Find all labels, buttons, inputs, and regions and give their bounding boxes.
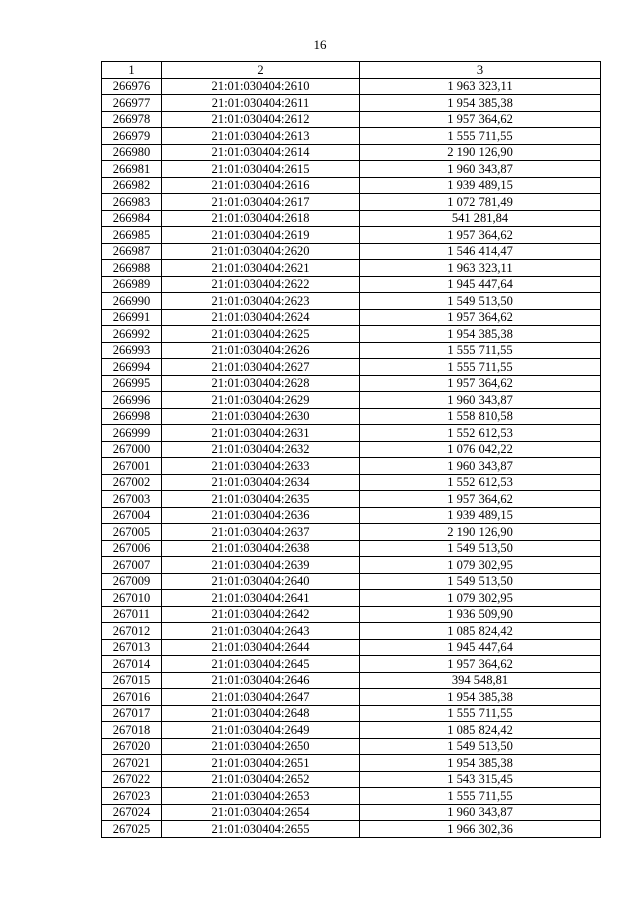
table-row — [102, 441, 601, 458]
cadastral-number-cell: 21:01:030404:2651 — [162, 755, 360, 772]
row-number-cell: 267023 — [102, 788, 162, 805]
table-body — [102, 78, 601, 837]
cadastral-number-cell: 21:01:030404:2638 — [162, 540, 360, 557]
cadastral-number-cell: 21:01:030404:2623 — [162, 293, 360, 310]
cadastral-number-cell: 21:01:030404:2644 — [162, 639, 360, 656]
table-row — [102, 689, 601, 706]
row-number-cell: 266979 — [102, 128, 162, 145]
value-cell: 1 957 364,62 — [360, 111, 601, 128]
cadastral-number-cell: 21:01:030404:2642 — [162, 606, 360, 623]
row-number-cell: 267016 — [102, 689, 162, 706]
row-number-cell: 267010 — [102, 590, 162, 607]
row-number-cell: 267005 — [102, 524, 162, 541]
table-row — [102, 755, 601, 772]
cadastral-number-cell: 21:01:030404:2645 — [162, 656, 360, 673]
cadastral-number-cell: 21:01:030404:2639 — [162, 557, 360, 574]
row-number-cell: 267024 — [102, 804, 162, 821]
value-cell: 1 549 513,50 — [360, 573, 601, 590]
row-number-cell: 267006 — [102, 540, 162, 557]
table-row — [102, 78, 601, 95]
row-number-cell: 266994 — [102, 359, 162, 376]
table-row — [102, 375, 601, 392]
table-row — [102, 623, 601, 640]
value-cell: 1 558 810,58 — [360, 408, 601, 425]
cadastral-number-cell: 21:01:030404:2652 — [162, 771, 360, 788]
cadastral-number-cell: 21:01:030404:2617 — [162, 194, 360, 211]
row-number-cell: 266983 — [102, 194, 162, 211]
row-number-cell: 267017 — [102, 705, 162, 722]
table-row — [102, 804, 601, 821]
value-cell: 1 936 509,90 — [360, 606, 601, 623]
table-row — [102, 276, 601, 293]
table-row — [102, 260, 601, 277]
table-row — [102, 540, 601, 557]
value-cell: 1 555 711,55 — [360, 705, 601, 722]
value-cell: 1 076 042,22 — [360, 441, 601, 458]
value-cell: 1 555 711,55 — [360, 359, 601, 376]
table-row — [102, 771, 601, 788]
cadastral-number-cell: 21:01:030404:2615 — [162, 161, 360, 178]
table-row — [102, 144, 601, 161]
value-cell: 1 954 385,38 — [360, 689, 601, 706]
table-row — [102, 722, 601, 739]
row-number-cell: 267013 — [102, 639, 162, 656]
cadastral-number-cell: 21:01:030404:2616 — [162, 177, 360, 194]
cadastral-number-cell: 21:01:030404:2646 — [162, 672, 360, 689]
row-number-cell: 266999 — [102, 425, 162, 442]
cadastral-number-cell: 21:01:030404:2614 — [162, 144, 360, 161]
value-cell: 1 960 343,87 — [360, 392, 601, 409]
cadastral-number-cell: 21:01:030404:2631 — [162, 425, 360, 442]
table-row — [102, 705, 601, 722]
cadastral-number-cell: 21:01:030404:2654 — [162, 804, 360, 821]
cadastral-number-cell: 21:01:030404:2636 — [162, 507, 360, 524]
table-row — [102, 408, 601, 425]
header-row — [102, 62, 601, 79]
value-cell: 1 552 612,53 — [360, 474, 601, 491]
table-row — [102, 821, 601, 838]
cadastral-number-cell: 21:01:030404:2650 — [162, 738, 360, 755]
cadastral-number-cell: 21:01:030404:2627 — [162, 359, 360, 376]
value-cell: 541 281,84 — [360, 210, 601, 227]
cadastral-number-cell: 21:01:030404:2628 — [162, 375, 360, 392]
row-number-cell: 266990 — [102, 293, 162, 310]
row-number-cell: 266982 — [102, 177, 162, 194]
table-row — [102, 309, 601, 326]
table-row — [102, 524, 601, 541]
cadastral-number-cell: 21:01:030404:2643 — [162, 623, 360, 640]
row-number-cell: 266991 — [102, 309, 162, 326]
row-number-cell: 266981 — [102, 161, 162, 178]
value-cell: 1 945 447,64 — [360, 639, 601, 656]
table-row — [102, 194, 601, 211]
value-cell: 1 960 343,87 — [360, 804, 601, 821]
value-cell: 1 939 489,15 — [360, 507, 601, 524]
row-number-cell: 266996 — [102, 392, 162, 409]
table-row — [102, 128, 601, 145]
row-number-cell: 266989 — [102, 276, 162, 293]
cadastral-number-cell: 21:01:030404:2648 — [162, 705, 360, 722]
table-row — [102, 210, 601, 227]
page-number: 16 — [313, 37, 327, 52]
cadastral-number-cell: 21:01:030404:2624 — [162, 309, 360, 326]
cadastral-number-cell: 21:01:030404:2637 — [162, 524, 360, 541]
value-cell: 1 957 364,62 — [360, 656, 601, 673]
table-row — [102, 507, 601, 524]
cadastral-number-cell: 21:01:030404:2641 — [162, 590, 360, 607]
table-row — [102, 639, 601, 656]
value-cell: 1 957 364,62 — [360, 375, 601, 392]
table-row — [102, 672, 601, 689]
value-cell: 1 079 302,95 — [360, 590, 601, 607]
value-cell: 1 555 711,55 — [360, 128, 601, 145]
value-cell: 1 546 414,47 — [360, 243, 601, 260]
table-row — [102, 557, 601, 574]
table-row — [102, 590, 601, 607]
row-number-cell: 267003 — [102, 491, 162, 508]
value-cell: 1 085 824,42 — [360, 722, 601, 739]
value-cell: 1 966 302,36 — [360, 821, 601, 838]
row-number-cell: 266993 — [102, 342, 162, 359]
table-row — [102, 326, 601, 343]
cadastral-number-cell: 21:01:030404:2632 — [162, 441, 360, 458]
row-number-cell: 267022 — [102, 771, 162, 788]
table-row — [102, 177, 601, 194]
table-row — [102, 573, 601, 590]
table-row — [102, 606, 601, 623]
table-row — [102, 161, 601, 178]
value-cell: 1 555 711,55 — [360, 788, 601, 805]
cadastral-number-cell: 21:01:030404:2622 — [162, 276, 360, 293]
cadastral-number-cell: 21:01:030404:2613 — [162, 128, 360, 145]
row-number-cell: 266995 — [102, 375, 162, 392]
row-number-cell: 267000 — [102, 441, 162, 458]
row-number-cell: 266988 — [102, 260, 162, 277]
value-cell: 1 957 364,62 — [360, 227, 601, 244]
cadastral-number-cell: 21:01:030404:2633 — [162, 458, 360, 475]
row-number-cell: 267012 — [102, 623, 162, 640]
row-number-cell: 266976 — [102, 78, 162, 95]
row-number-cell: 266980 — [102, 144, 162, 161]
column-header-2: 2 — [162, 62, 360, 79]
table-row — [102, 474, 601, 491]
row-number-cell: 266998 — [102, 408, 162, 425]
value-cell: 1 954 385,38 — [360, 326, 601, 343]
value-cell: 1 549 513,50 — [360, 293, 601, 310]
row-number-cell: 267004 — [102, 507, 162, 524]
cadastral-number-cell: 21:01:030404:2634 — [162, 474, 360, 491]
row-number-cell: 266992 — [102, 326, 162, 343]
table-row — [102, 227, 601, 244]
row-number-cell: 266977 — [102, 95, 162, 112]
value-cell: 1 963 323,11 — [360, 78, 601, 95]
table-row — [102, 458, 601, 475]
cadastral-number-cell: 21:01:030404:2610 — [162, 78, 360, 95]
cadastral-number-cell: 21:01:030404:2621 — [162, 260, 360, 277]
cadastral-number-cell: 21:01:030404:2620 — [162, 243, 360, 260]
row-number-cell: 267002 — [102, 474, 162, 491]
cadastral-number-cell: 21:01:030404:2626 — [162, 342, 360, 359]
table-row — [102, 111, 601, 128]
row-number-cell: 267015 — [102, 672, 162, 689]
cadastral-value-table — [101, 61, 601, 838]
table-row — [102, 656, 601, 673]
cadastral-number-cell: 21:01:030404:2611 — [162, 95, 360, 112]
row-number-cell: 266987 — [102, 243, 162, 260]
table-row — [102, 738, 601, 755]
cadastral-number-cell: 21:01:030404:2619 — [162, 227, 360, 244]
row-number-cell: 267001 — [102, 458, 162, 475]
value-cell: 1 960 343,87 — [360, 458, 601, 475]
value-cell: 1 963 323,11 — [360, 260, 601, 277]
cadastral-number-cell: 21:01:030404:2625 — [162, 326, 360, 343]
value-cell: 1 555 711,55 — [360, 342, 601, 359]
value-cell: 2 190 126,90 — [360, 144, 601, 161]
value-cell: 1 954 385,38 — [360, 755, 601, 772]
row-number-cell: 267009 — [102, 573, 162, 590]
row-number-cell: 266984 — [102, 210, 162, 227]
table-row — [102, 425, 601, 442]
cadastral-number-cell: 21:01:030404:2655 — [162, 821, 360, 838]
row-number-cell: 267020 — [102, 738, 162, 755]
value-cell: 1 543 315,45 — [360, 771, 601, 788]
column-header-1: 1 — [102, 62, 162, 79]
row-number-cell: 267011 — [102, 606, 162, 623]
value-cell: 2 190 126,90 — [360, 524, 601, 541]
cadastral-number-cell: 21:01:030404:2653 — [162, 788, 360, 805]
value-cell: 1 960 343,87 — [360, 161, 601, 178]
table-row — [102, 342, 601, 359]
value-cell: 1 957 364,62 — [360, 309, 601, 326]
table-row — [102, 392, 601, 409]
table-header — [102, 62, 601, 79]
cadastral-number-cell: 21:01:030404:2647 — [162, 689, 360, 706]
row-number-cell: 266978 — [102, 111, 162, 128]
value-cell: 1 085 824,42 — [360, 623, 601, 640]
cadastral-number-cell: 21:01:030404:2630 — [162, 408, 360, 425]
cadastral-number-cell: 21:01:030404:2612 — [162, 111, 360, 128]
value-cell: 1 957 364,62 — [360, 491, 601, 508]
value-cell: 1 079 302,95 — [360, 557, 601, 574]
value-cell: 1 072 781,49 — [360, 194, 601, 211]
table-row — [102, 293, 601, 310]
value-cell: 1 939 489,15 — [360, 177, 601, 194]
table-row — [102, 788, 601, 805]
cadastral-number-cell: 21:01:030404:2618 — [162, 210, 360, 227]
row-number-cell: 266985 — [102, 227, 162, 244]
row-number-cell: 267021 — [102, 755, 162, 772]
value-cell: 394 548,81 — [360, 672, 601, 689]
table-row — [102, 95, 601, 112]
row-number-cell: 267007 — [102, 557, 162, 574]
value-cell: 1 549 513,50 — [360, 738, 601, 755]
table-row — [102, 359, 601, 376]
cadastral-number-cell: 21:01:030404:2640 — [162, 573, 360, 590]
table-row — [102, 491, 601, 508]
value-cell: 1 945 447,64 — [360, 276, 601, 293]
row-number-cell: 267025 — [102, 821, 162, 838]
value-cell: 1 954 385,38 — [360, 95, 601, 112]
row-number-cell: 267018 — [102, 722, 162, 739]
table-row — [102, 243, 601, 260]
cadastral-number-cell: 21:01:030404:2629 — [162, 392, 360, 409]
value-cell: 1 552 612,53 — [360, 425, 601, 442]
cadastral-number-cell: 21:01:030404:2635 — [162, 491, 360, 508]
column-header-3: 3 — [360, 62, 601, 79]
value-cell: 1 549 513,50 — [360, 540, 601, 557]
row-number-cell: 267014 — [102, 656, 162, 673]
cadastral-number-cell: 21:01:030404:2649 — [162, 722, 360, 739]
